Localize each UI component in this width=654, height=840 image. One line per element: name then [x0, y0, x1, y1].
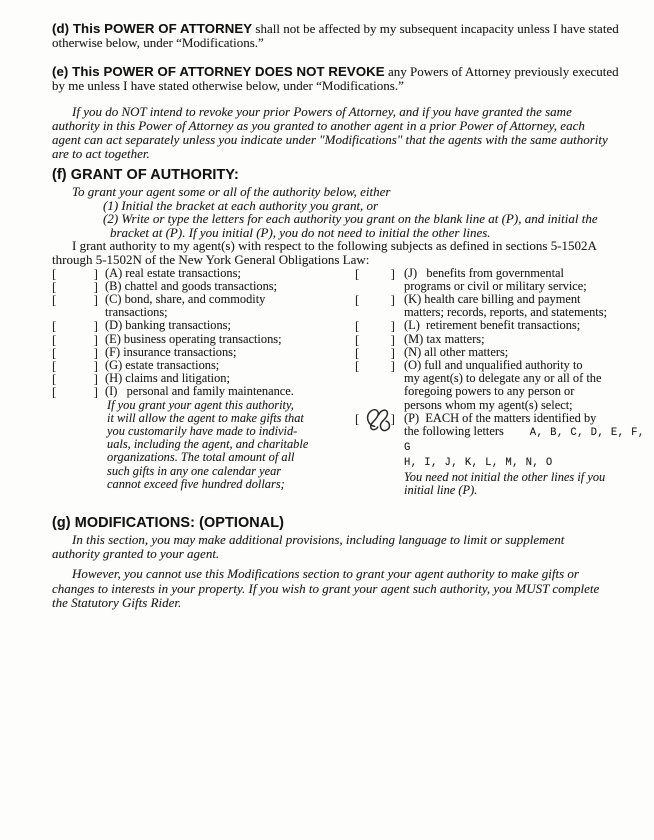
grant-instruction-2-cont: bracket at (P). If you initial (P), you do not need to initial the other lines.: [110, 224, 491, 240]
bracket-close: ]: [390, 357, 395, 373]
bracket-open: [: [355, 265, 360, 281]
bracket-close: ]: [93, 318, 98, 334]
bracket-open: [: [52, 371, 57, 387]
initial-bracket-i[interactable]: [52, 385, 98, 398]
authority-label-a: (A) real estate transactions;: [105, 265, 241, 280]
initial-bracket-a[interactable]: [52, 267, 98, 280]
authority-column-right: [355, 267, 652, 497]
bracket-open: [: [52, 344, 57, 360]
modifications-para-2: However, you cannot use this Modifications section to grant your agent authority to make gifts or changes to interests in your property. If you wish to grant your agent such authority, you MUST complete the Statutory Gifts Rider.: [52, 566, 600, 610]
authority-label-o: (O) full and unqualified authority to my agent(s) to delegate any or all of the foregoing powers to any person or persons whom my agent(s) select;: [404, 357, 602, 412]
authority-label-b: (B) chattel and goods transactions;: [105, 278, 278, 293]
bracket-close: ]: [390, 291, 395, 307]
authority-label-j: (J) benefits from governmental programs or civil or military service;: [404, 265, 587, 293]
authority-item-p: [355, 412, 652, 497]
bracket-open: [: [52, 278, 57, 294]
bracket-open: [: [355, 410, 360, 426]
bracket-open: [: [52, 265, 57, 281]
initial-bracket-c[interactable]: [52, 293, 98, 306]
clause-d-text: shall not be affected by my subsequent incapacity unless I have stated otherwise below, under “Modifications.”: [52, 21, 619, 51]
authority-label-i: [105, 385, 345, 491]
section-g-heading: (g) MODIFICATIONS: (OPTIONAL): [52, 515, 285, 532]
authority-item-d: [52, 319, 345, 332]
clause-e-heading: (e) This POWER OF ATTORNEY DOES NOT REVOKE: [52, 63, 385, 79]
clause-e-text: any Powers of Attorney previously executed by me unless I have stated otherwise below, under “Modifications.”: [52, 63, 619, 94]
bracket-open: [: [355, 331, 360, 347]
authority-label-i-text: (I) personal and family maintenance.: [105, 384, 294, 399]
bracket-close: ]: [390, 265, 395, 281]
clause-e: [52, 65, 640, 94]
initial-bracket-b[interactable]: [52, 280, 98, 293]
initial-bracket-h[interactable]: [52, 372, 98, 385]
authority-label-p: [404, 412, 652, 497]
initial-bracket-l[interactable]: [355, 319, 395, 332]
bracket-close: ]: [390, 318, 395, 334]
bracket-open: [: [355, 357, 360, 373]
authority-item-m: [355, 333, 652, 346]
bracket-close: ]: [390, 344, 395, 360]
clause-d: [52, 22, 640, 51]
initial-bracket-g[interactable]: [52, 359, 98, 372]
authority-item-a: [52, 267, 345, 280]
authority-label-d: (D) banking transactions;: [105, 318, 231, 333]
authority-label-g: (G) estate transactions;: [105, 357, 220, 372]
authority-checklist: [52, 265, 652, 497]
bracket-close: ]: [93, 291, 98, 307]
authority-label-h: (H) claims and litigation;: [105, 371, 230, 386]
handwritten-initials: [361, 403, 396, 436]
authority-label-c: (C) bond, share, and commodity transactions;: [105, 291, 266, 320]
bracket-close: ]: [93, 371, 98, 387]
authority-label-k: (K) health care billing and payment matters; records, reports, and statements;: [404, 291, 608, 320]
initial-bracket-m[interactable]: [355, 333, 395, 346]
typed-letters-line1: A, B, C, D, E, F, G: [404, 427, 652, 455]
bracket-close: ]: [390, 410, 395, 426]
authority-label-p-text: (P) EACH of the matters identified by the following letters: [404, 410, 597, 438]
bracket-open: [: [52, 291, 57, 307]
authority-item-f: [52, 346, 345, 359]
bracket-close: ]: [93, 278, 98, 294]
typed-letters-line2: H, I, J, K, L, M, N, O: [404, 457, 553, 470]
initial-bracket-d[interactable]: [52, 319, 98, 332]
authority-item-b: [52, 280, 345, 293]
grant-instruction-intro: To grant your agent some or all of the authority below, either: [72, 184, 391, 200]
grant-instruction-2: (2) Write or type the letters for each authority you grant on the blank line at (P), and initial the: [103, 211, 598, 227]
bracket-close: ]: [93, 357, 98, 373]
bracket-close: ]: [93, 344, 98, 360]
clause-d-heading: (d) This POWER OF ATTORNEY: [52, 21, 253, 36]
authority-item-l: [355, 319, 652, 332]
authority-item-j: [355, 267, 652, 293]
authority-label-m: (M) tax matters;: [404, 331, 485, 346]
initial-bracket-o[interactable]: [355, 359, 395, 372]
authority-item-e: [52, 333, 345, 346]
authority-label-f: (F) insurance transactions;: [105, 344, 237, 359]
bracket-open: [: [52, 384, 57, 400]
initial-bracket-f[interactable]: [52, 346, 98, 359]
grant-intro: I grant authority to my agent(s) with respect to the following subjects as defined in sections 5-1502A through 5-1502N of the New York General Obligations Law:: [52, 238, 597, 267]
revocation-advisory: If you do NOT intend to revoke your prior Powers of Attorney, and if you have granted the same authority in this Power of Attorney as you granted to another agent in a prior Power of Attorney, each agent can act separately unless you indicate under "Modifications" that the agents with the same authority are to act together.: [52, 103, 608, 162]
initial-bracket-n[interactable]: [355, 346, 395, 359]
bracket-close: ]: [93, 384, 98, 400]
bracket-close: ]: [390, 331, 395, 347]
bracket-open: [: [355, 344, 360, 360]
section-f-heading: (f) GRANT OF AUTHORITY:: [52, 167, 239, 184]
grant-instruction-1: (1) Initial the bracket at each authority you grant, or: [103, 197, 379, 213]
authority-item-c: [52, 293, 345, 319]
bracket-open: [: [52, 318, 57, 334]
initial-bracket-k[interactable]: [355, 293, 395, 306]
authority-item-i: [52, 385, 345, 491]
authority-label-n: (N) all other matters;: [404, 344, 509, 359]
authority-column-left: [52, 267, 345, 491]
bracket-close: ]: [93, 331, 98, 347]
authority-item-o: [355, 359, 652, 412]
bracket-open: [: [355, 318, 360, 334]
p-initial-note: You need not initial the other lines if you initial line (P).: [404, 469, 606, 497]
modifications-para-1: In this section, you may make additional provisions, including language to limit or supplement authority granted to your agent.: [52, 532, 565, 562]
authority-label-e: (E) business operating transactions;: [105, 331, 282, 346]
gift-limit-note: If you grant your agent this authority, it will allow the agent to make gifts that you customarily have made to individ- uals, including the agent, and charitable organizations. The total amount of all such gifts in any one calendar year cannot exceed five hundred dollars;: [107, 397, 309, 491]
bracket-open: [: [52, 357, 57, 373]
initial-bracket-e[interactable]: [52, 333, 98, 346]
bracket-open: [: [355, 291, 360, 307]
initial-bracket-p[interactable]: [355, 412, 395, 425]
bracket-close: ]: [93, 265, 98, 281]
authority-label-l: (L) retirement benefit transactions;: [404, 318, 581, 333]
authority-item-k: [355, 293, 652, 319]
initial-bracket-j[interactable]: [355, 267, 395, 280]
bracket-open: [: [52, 331, 57, 347]
authority-item-n: [355, 346, 652, 359]
